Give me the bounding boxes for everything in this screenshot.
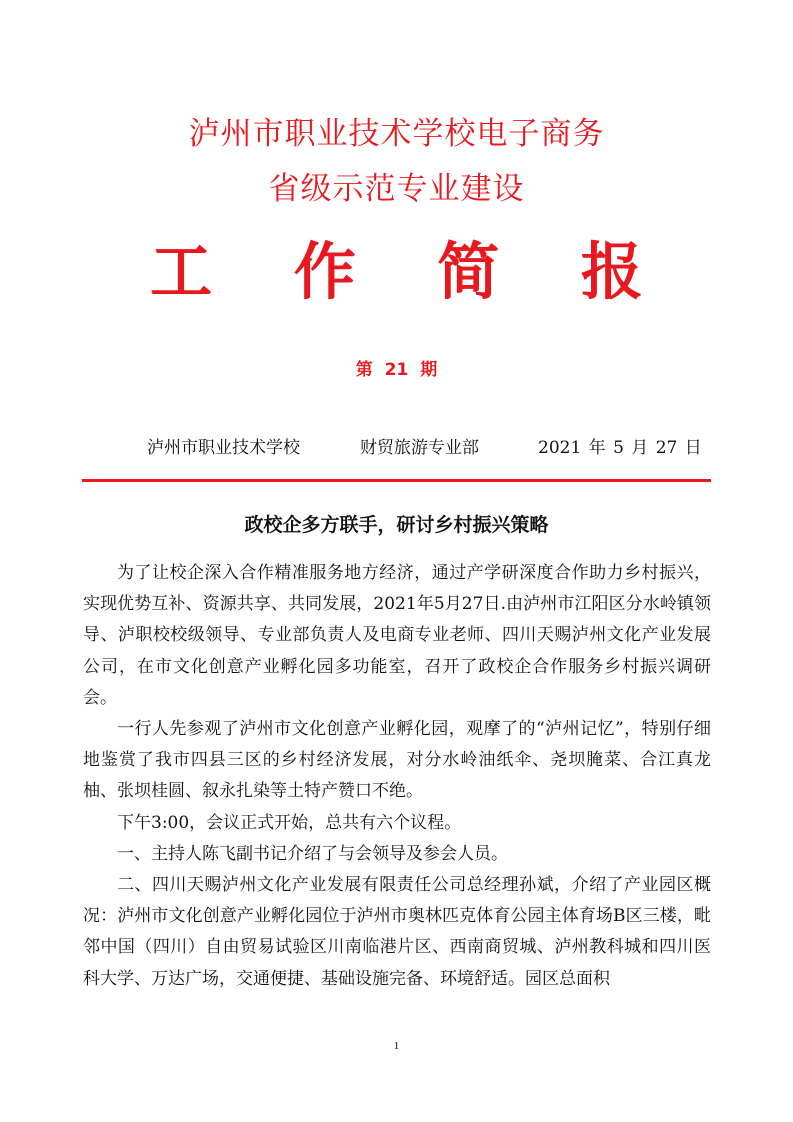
article-body	[83, 558, 711, 995]
red-divider	[82, 479, 711, 482]
article-title: 政校企多方联手，研讨乡村振兴策略	[244, 514, 549, 536]
paragraph: 一行人先参观了泸州市文化创意产业孵化园，观摩了的“泸州记忆”，特别仔细地鉴赏了我市四县三区的乡村经济发展，对分水岭油纸伞、尧坝腌菜、合江真龙柚、张坝桂圆、叙永扎染等土特产赞口不绝。	[83, 719, 711, 802]
meta-date: 2021 年 5 月 27 日	[538, 438, 702, 458]
issue-number: 第 21 期	[355, 360, 438, 380]
paragraph: 一、主持人陈飞副书记介绍了与会领导及参会人员。	[117, 843, 508, 864]
paragraph: 二、四川天赐泸州文化产业发展有限责任公司总经理孙斌，介绍了产业园区概况：泸州市文化创意产业孵化园位于泸州市奥林匹克体育公园主体育场B区三楼，毗邻中国（四川）自由贸易试验区川南临港片区、西南商贸城、泸州教科城和四川医科大学、万达广场，交通便捷、基础设施完备、环境舒适。园区总面积	[83, 875, 711, 989]
paragraph: 为了让校企深入合作精准服务地方经济，通过产学研深度合作助力乡村振兴，实现优势互补、资源共享、共同发展，2021年5月27日.由泸州市江阳区分水岭镇领导、泸职校校级领导、专业部负责人及电商专业老师、四川天赐泸州文化产业发展公司，在市文化创意产业孵化园多功能室，召开了政校企合作服务乡村振兴调研会。	[83, 563, 711, 708]
work-brief-title: 工 作 简 报	[150, 235, 673, 308]
page-number: 1	[393, 1040, 400, 1052]
newsletter-header-line2: 省级示范专业建设	[268, 171, 525, 207]
meta-school: 泸州市职业技术学校	[147, 438, 300, 458]
paragraph: 下午3:00，会议正式开始，总共有六个议程。	[117, 812, 462, 833]
newsletter-header-line1: 泸州市职业技术学校电子商务	[188, 116, 605, 152]
meta-department: 财贸旅游专业部	[360, 438, 479, 458]
